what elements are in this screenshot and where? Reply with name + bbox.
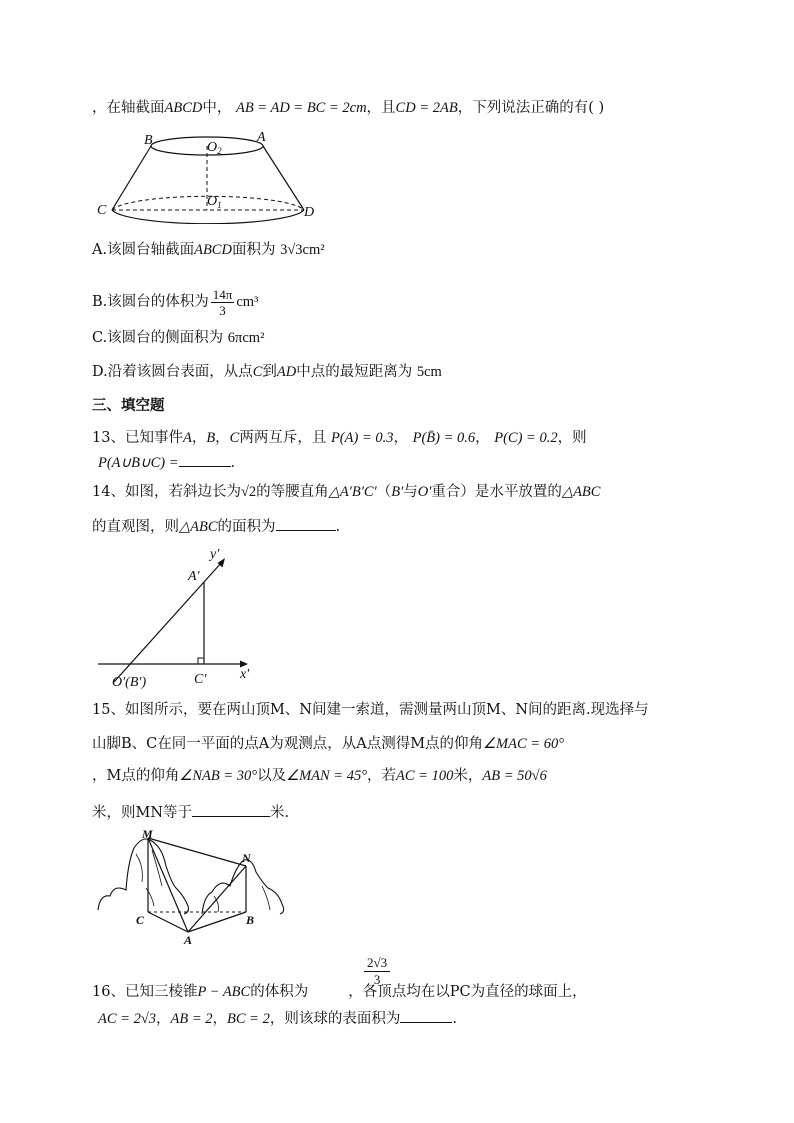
right-angle-mark xyxy=(198,658,204,664)
segment-M-A xyxy=(148,838,188,932)
label-A: A xyxy=(257,130,266,145)
option-d-value: 5cm xyxy=(416,364,442,380)
q13-line1: 13、已知事件A，B，C两两互斥，且 P(A) = 0.3， P(B̄) = 0.6， P(C) = 0.2，则 xyxy=(92,430,587,446)
intro-mid: 中， xyxy=(202,100,232,116)
label-O2: $O_2$ xyxy=(207,140,222,156)
right-mountain xyxy=(202,860,284,914)
q15-answer-blank[interactable] xyxy=(192,802,270,817)
section-header: 三、填空题 xyxy=(92,397,165,414)
mountains-figure xyxy=(92,826,292,950)
option-c-value: 6πcm² xyxy=(227,330,265,346)
q15-line2: 山脚B、C在同一平面的点A为观测点，从A点测得M点的仰角∠MAC = 60° xyxy=(92,736,564,752)
label-D: D xyxy=(304,205,315,220)
bottom-ellipse-front xyxy=(112,210,304,224)
label-C: C xyxy=(97,203,107,218)
q13-answer-blank[interactable] xyxy=(179,452,231,467)
option-b: B.该圆台的体积为 $\frac{14\pi}{3}$ cm³ xyxy=(92,286,259,318)
label-O1: $O_1$ xyxy=(207,194,222,210)
frustum-figure xyxy=(92,124,332,224)
label-M: M xyxy=(142,827,153,841)
q15-line4: 米，则MN等于 米. xyxy=(92,802,289,823)
label-A: A xyxy=(184,933,193,947)
q13-line2: P(A∪B∪C) = . xyxy=(98,452,235,473)
right-mountain-hatching xyxy=(214,886,270,912)
segment-M-N xyxy=(148,838,246,866)
intro-line xyxy=(92,98,604,118)
oblique-axes-figure xyxy=(92,546,262,696)
intro-sep: ，且 xyxy=(366,100,396,116)
q16-line2: AC = 2√3，AB = 2，BC = 2，则该球的表面积为 . xyxy=(98,1008,457,1029)
intro-cond1: AB = AD = BC = 2cm xyxy=(235,100,367,116)
label-O-prime: O′(B′) xyxy=(112,675,147,690)
intro-lead: ，在轴截面 xyxy=(92,100,165,116)
q16-line1: 16、已知三棱锥P − ABC的体积为 ，各顶点均在以PC为直径的球面上， xyxy=(92,984,587,1000)
label-C: C xyxy=(136,913,145,927)
option-c: C.该圆台的侧面积为 6πcm² xyxy=(92,330,265,346)
option-a: A.该圆台轴截面ABCD面积为 3√3cm² xyxy=(92,242,325,258)
label-y: y′ xyxy=(210,547,220,562)
option-b-fraction: $\frac{14\pi}{3}$ xyxy=(212,286,233,318)
left-slant xyxy=(112,146,151,210)
label-B: B xyxy=(246,913,255,927)
label-A-prime: A′ xyxy=(188,569,200,584)
left-mountain-hatching xyxy=(136,850,162,906)
q14-line2: 的直观图，则△ABC的面积为 . xyxy=(92,516,340,537)
q14-line1: 14、如图，若斜边长为√2的等腰直角△A′B′C′（B′与O′重合）是水平放置的△ABC xyxy=(92,484,601,500)
label-N: N xyxy=(242,851,251,865)
label-x: x′ xyxy=(240,667,250,682)
label-C-prime: C′ xyxy=(194,672,207,687)
q16-answer-blank[interactable] xyxy=(400,1008,452,1023)
intro-shape: ABCD xyxy=(164,100,203,116)
right-slant xyxy=(263,146,304,210)
option-d: D.沿着该圆台表面，从点C到AD中点的最短距离为 5cm xyxy=(92,364,442,380)
label-B: B xyxy=(144,133,153,148)
segment-C-A xyxy=(148,912,188,932)
intro-cond2: CD = 2AB xyxy=(395,100,458,116)
q15-line1: 15、如图所示，要在两山顶M、N间建一索道，需测量两山顶M、N间的距离.现选择与 xyxy=(92,702,649,718)
q14-answer-blank[interactable] xyxy=(276,516,336,531)
q15-line3: ，M点的仰角∠NAB = 30°以及∠MAN = 45°，若AC = 100米，AB = 50√6 xyxy=(92,768,547,784)
q16-fraction: 2√3 3 xyxy=(364,955,390,988)
intro-tail: ，下列说法正确的有( ) xyxy=(457,100,605,116)
option-a-value: 3√3cm² xyxy=(280,242,325,258)
